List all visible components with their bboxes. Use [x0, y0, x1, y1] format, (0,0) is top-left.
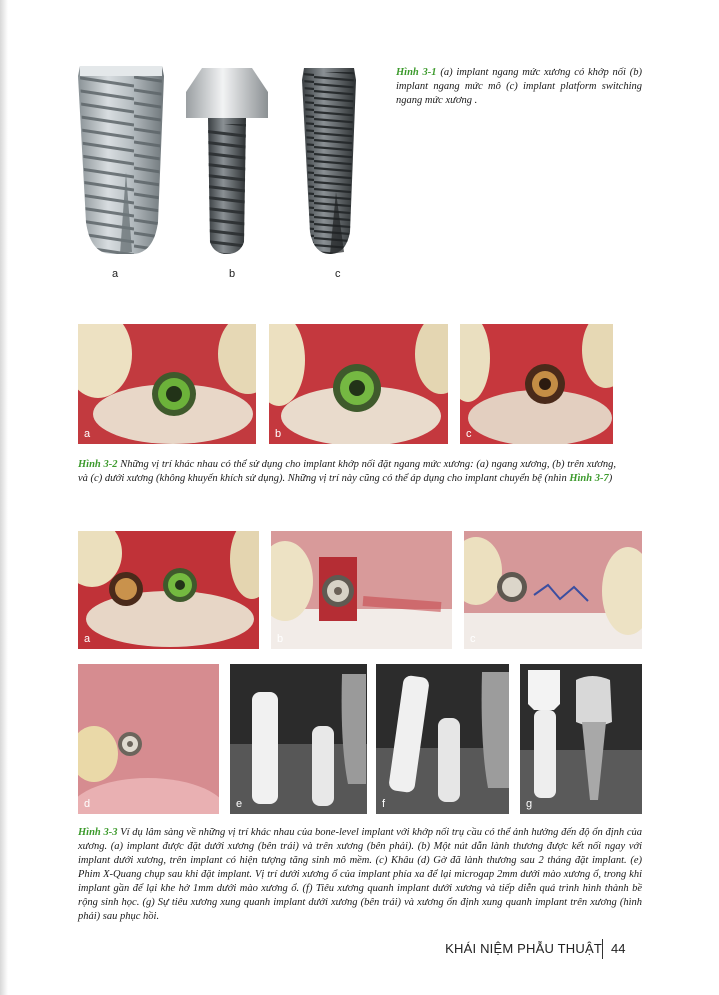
- figure-3-3b-photo: [271, 531, 452, 649]
- figure-3-1-label-b: b: [229, 268, 236, 280]
- implant-c-drawing: [302, 68, 356, 254]
- implant-b-drawing: [186, 68, 268, 254]
- figure-3-3f-xray: [376, 664, 509, 814]
- page-number: 44: [611, 941, 626, 956]
- figure-3-3d-photo: [78, 664, 219, 814]
- figure-3-3-caption-label: Hình 3-3: [78, 827, 118, 838]
- figure-3-2-caption-label: Hình 3-2: [78, 459, 118, 470]
- figure-3-1-caption-text: (a) implant ngang mức xương có khớp nối (b) implant ngang mức mô (c) implant platform switching ngang mức xương .: [396, 67, 642, 106]
- figure-3-3d-label: d: [84, 798, 91, 810]
- implant-a-drawing: [78, 66, 164, 254]
- figure-3-7-reference: Hình 3-7: [569, 473, 609, 484]
- figure-3-2b-photo: [269, 324, 448, 444]
- figure-3-2-caption: [78, 458, 616, 486]
- figure-3-3-caption-text: Ví dụ lâm sàng về những vị trí khác nhau của bone-level implant với khớp nối trụ cầu có thể ảnh hưởng đến độ ổn định của xương. (a) implant được đặt dưới xương (bên trái) và trên xương (bên phải). (b) Một nút dẫn lành thương được kết nối ngay với implant dưới xương, trên implant có hiện tượng tăng sinh mô mềm. (c) Khâu (d) Gờ đã lành thương sau 2 tháng đặt implant. (e) Phim X-Quang chụp sau khi đặt implant. Vị trí dưới xương ổ của implant phía xa để lại microgap 2mm dưới mào xương ổ, trong khi implant gần để lại khe hở 1mm dưới mào xương ổ. (f) Tiêu xương quanh implant dưới xương và tiếp diễn quá trình hình thành bề rộng sinh học. (g) Sự tiêu xương xung quanh implant dưới xương (bên trái) và xương ổn định xung quanh implant trên xương (hình phải) sau phục hồi.: [78, 827, 642, 922]
- figure-3-3a-label: a: [84, 633, 91, 645]
- implant-illustrations: [74, 62, 374, 292]
- figure-3-3c-label: c: [470, 633, 476, 645]
- figure-3-3a-photo: [78, 531, 259, 649]
- figure-3-2-caption-text: Những vị trí khác nhau có thể sử dụng cho implant khớp nối đặt ngang mức xương: (a) ngang xương, (b) trên xương, và (c) dưới xương (không khuyến khích sử dụng). Những vị trí này cũng có thể áp dụng cho implant chuyển bệ (nhìn: [78, 459, 616, 484]
- figure-3-3b-label: b: [277, 633, 284, 645]
- figure-3-1-caption: [396, 66, 642, 108]
- figure-3-2a-label: a: [84, 428, 91, 440]
- figure-3-3e-xray: [230, 664, 367, 814]
- figure-3-1: [74, 62, 374, 292]
- figure-3-2-caption-end: ): [608, 473, 613, 484]
- figure-3-1-caption-label: Hình 3-1: [396, 67, 437, 78]
- footer-divider: [602, 939, 603, 959]
- figure-3-2b-label: b: [275, 428, 282, 440]
- figure-3-1-label-a: a: [112, 268, 119, 280]
- figure-3-3g-label: g: [526, 798, 533, 810]
- page-gutter-shadow: [0, 0, 8, 995]
- figure-3-3c-photo: [464, 531, 642, 649]
- running-footer-section: KHÁI NIỆM PHẪU THUẬT: [445, 941, 602, 956]
- figure-3-3f-label: f: [382, 798, 386, 810]
- figure-3-1-label-c: c: [335, 268, 341, 280]
- figure-3-3g-xray: [520, 664, 642, 814]
- figure-3-2c-photo: [460, 324, 613, 444]
- figure-3-3e-label: e: [236, 798, 243, 810]
- figure-3-3-caption: [78, 826, 642, 924]
- figure-3-2c-label: c: [466, 428, 472, 440]
- figure-3-2a-photo: [78, 324, 256, 444]
